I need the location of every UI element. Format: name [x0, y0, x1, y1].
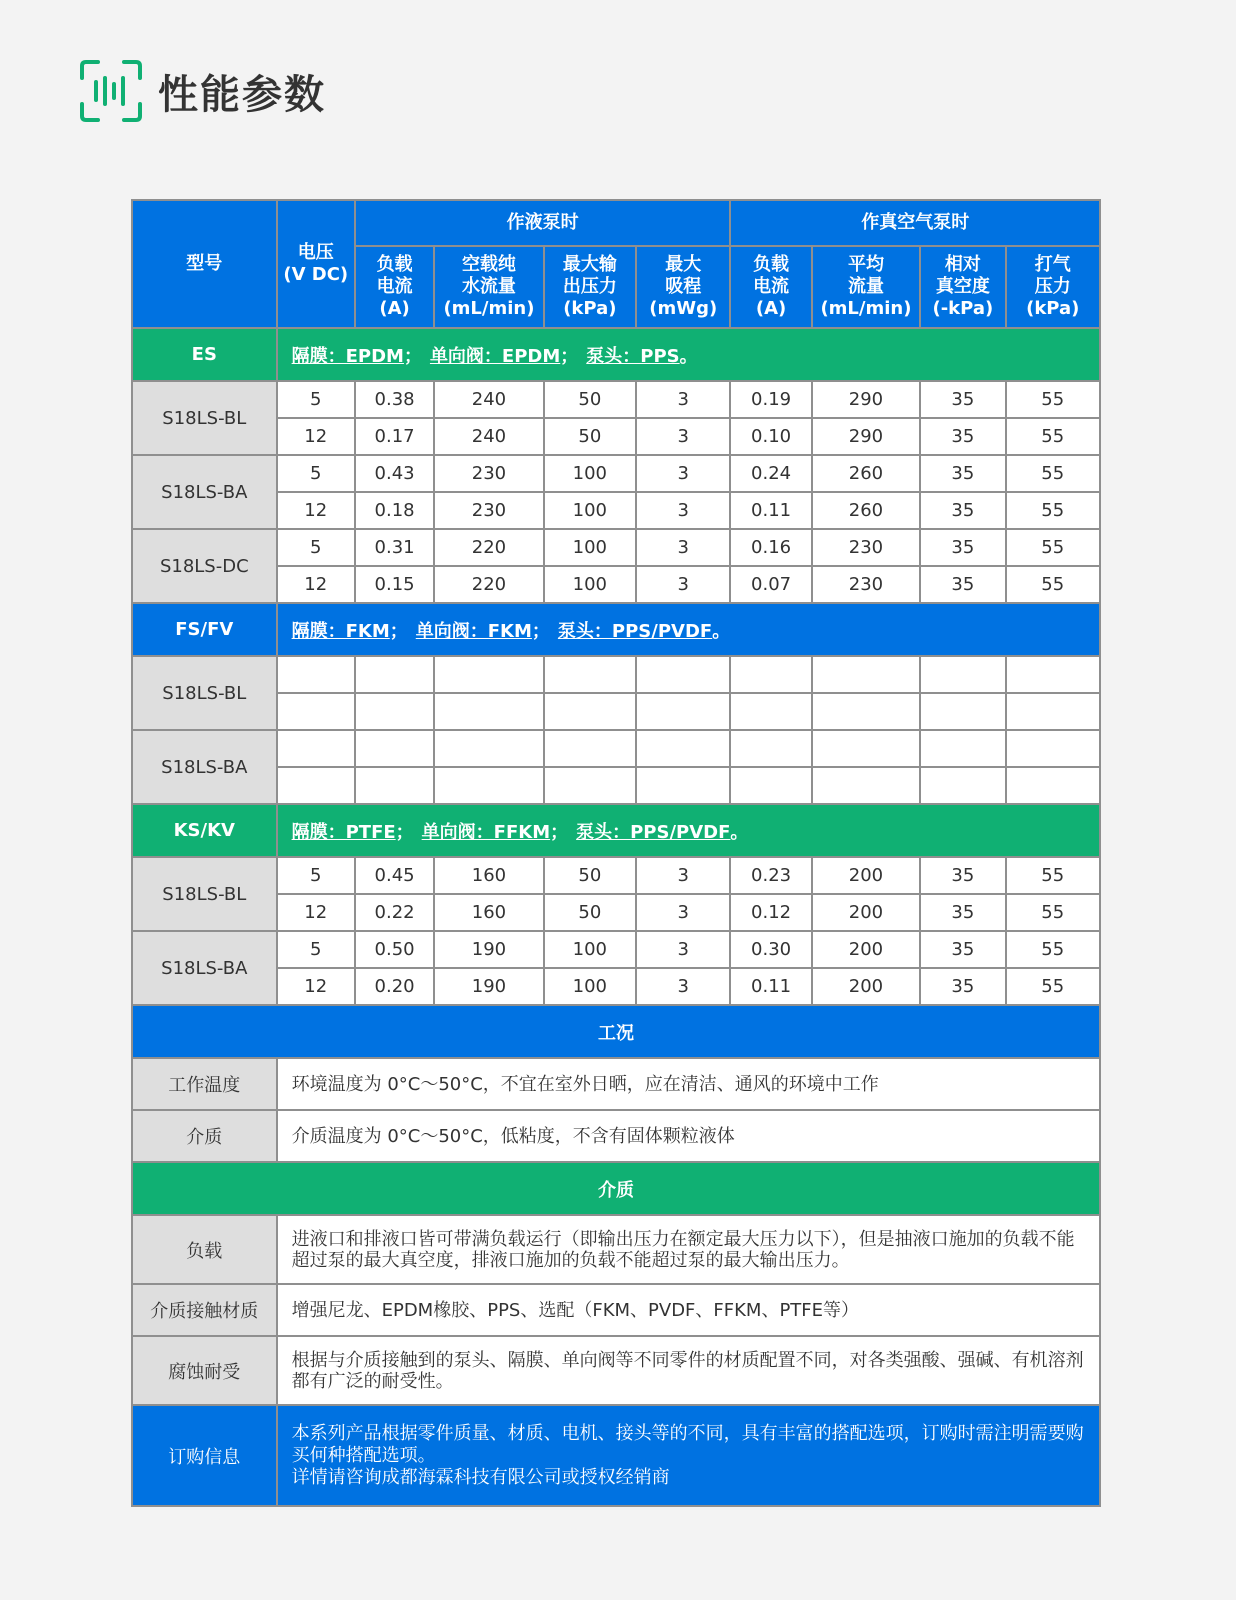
table-cell	[636, 656, 730, 693]
model-name: S18LS-BA	[132, 931, 277, 1005]
table-cell: 35	[920, 857, 1005, 894]
header-vacuum-col: 负载 电流 (A)	[730, 246, 811, 328]
table-cell: 12	[277, 566, 355, 603]
table-cell: 160	[434, 894, 543, 931]
table-cell: 35	[920, 894, 1005, 931]
table-cell: 100	[544, 529, 636, 566]
table-row	[132, 968, 1100, 1005]
header-vacuum-col: 打气 压力 (kPa)	[1006, 246, 1100, 328]
header-liquid-col: 负载 电流 (A)	[355, 246, 434, 328]
section-materials	[277, 804, 1100, 857]
section-row	[132, 804, 1100, 857]
table-row	[132, 566, 1100, 603]
table-cell: 0.22	[355, 894, 434, 931]
table-cell	[1006, 693, 1100, 730]
table-cell: 0.12	[730, 894, 811, 931]
table-row	[132, 529, 1100, 566]
order-label: 订购信息	[132, 1405, 277, 1506]
table-cell: 0.38	[355, 381, 434, 418]
table-cell: 12	[277, 968, 355, 1005]
table-cell	[636, 767, 730, 804]
table-cell: 12	[277, 418, 355, 455]
table-cell: 5	[277, 529, 355, 566]
table-cell	[355, 730, 434, 767]
model-name: S18LS-BA	[132, 730, 277, 804]
table-cell: 50	[544, 894, 636, 931]
table-cell: 55	[1006, 968, 1100, 1005]
table-cell: 55	[1006, 381, 1100, 418]
material-item: 隔膜：PTFE	[291, 821, 396, 843]
medium-text: 根据与介质接触到的泵头、隔膜、单向阀等不同零件的材质配置不同，对各类强酸、强碱、有机溶剂都有广泛的耐受性。	[277, 1336, 1100, 1405]
table-cell: 0.20	[355, 968, 434, 1005]
table-cell: 55	[1006, 455, 1100, 492]
table-cell: 35	[920, 931, 1005, 968]
medium-text: 增强尼龙、EPDM橡胶、PPS、选配（FKM、PVDF、FFKM、PTFE等）	[277, 1284, 1100, 1336]
table-cell: 12	[277, 894, 355, 931]
table-cell	[544, 767, 636, 804]
table-cell: 3	[636, 455, 730, 492]
condition-text: 环境温度为 0°C～50°C，不宜在室外日晒，应在清洁、通风的环境中工作	[277, 1058, 1100, 1110]
table-cell	[636, 730, 730, 767]
table-cell: 55	[1006, 492, 1100, 529]
header-liquid-col: 最大 吸程 (mWg)	[636, 246, 730, 328]
table-cell: 0.11	[730, 968, 811, 1005]
material-item: 泵头：PPS	[586, 345, 680, 367]
table-row	[132, 656, 1100, 693]
section-row	[132, 603, 1100, 656]
table-cell: 0.45	[355, 857, 434, 894]
table-cell: 240	[434, 418, 543, 455]
table-cell: 50	[544, 381, 636, 418]
table-row	[132, 857, 1100, 894]
performance-table	[131, 199, 1101, 1507]
table-cell: 0.18	[355, 492, 434, 529]
table-cell: 35	[920, 968, 1005, 1005]
table-cell	[1006, 730, 1100, 767]
model-name: S18LS-BL	[132, 656, 277, 730]
table-cell: 35	[920, 566, 1005, 603]
table-cell: 5	[277, 455, 355, 492]
table-cell	[277, 730, 355, 767]
conditions-title: 工况	[132, 1005, 1100, 1058]
table-cell	[920, 693, 1005, 730]
table-cell	[812, 693, 920, 730]
material-item: 泵头：PPS/PVDF	[576, 821, 731, 843]
table-cell	[812, 767, 920, 804]
material-sep: ；	[395, 821, 414, 843]
header-model: 型号	[132, 200, 277, 328]
table-row	[132, 418, 1100, 455]
table-cell: 100	[544, 931, 636, 968]
table-cell: 260	[812, 492, 920, 529]
table-cell: 35	[920, 529, 1005, 566]
material-item: 单向阀：FFKM	[421, 821, 551, 843]
table-cell: 0.31	[355, 529, 434, 566]
table-cell	[434, 656, 543, 693]
table-cell	[544, 656, 636, 693]
page-header	[78, 58, 326, 124]
table-cell: 3	[636, 418, 730, 455]
header-voltage: 电压 (V DC)	[277, 200, 355, 328]
table-row	[132, 730, 1100, 767]
barcode-scan-icon	[78, 58, 144, 124]
material-item: 单向阀：FKM	[415, 620, 532, 642]
table-cell: 3	[636, 381, 730, 418]
table-cell: 100	[544, 492, 636, 529]
table-cell: 35	[920, 492, 1005, 529]
table-cell: 3	[636, 529, 730, 566]
table-cell: 200	[812, 931, 920, 968]
table-cell: 100	[544, 566, 636, 603]
table-cell: 0.10	[730, 418, 811, 455]
table-cell	[730, 656, 811, 693]
table-cell: 55	[1006, 894, 1100, 931]
table-cell: 3	[636, 931, 730, 968]
table-cell: 230	[434, 492, 543, 529]
table-cell: 5	[277, 381, 355, 418]
header-liquid-col: 最大输 出压力 (kPa)	[544, 246, 636, 328]
table-cell: 50	[544, 418, 636, 455]
table-cell: 0.16	[730, 529, 811, 566]
table-cell: 35	[920, 381, 1005, 418]
table-row	[132, 455, 1100, 492]
header-vacuum-col: 相对 真空度 (-kPa)	[920, 246, 1005, 328]
table-cell: 230	[434, 455, 543, 492]
table-cell	[434, 730, 543, 767]
order-text: 本系列产品根据零件质量、材质、电机、接头等的不同，具有丰富的搭配选项，订购时需注明需要购买何种搭配选项。 详情请咨询成都海霖科技有限公司或授权经销商	[277, 1405, 1100, 1506]
table-cell: 230	[812, 529, 920, 566]
table-cell: 0.23	[730, 857, 811, 894]
table-cell: 50	[544, 857, 636, 894]
model-name: S18LS-BA	[132, 455, 277, 529]
material-item: 隔膜：EPDM	[291, 345, 404, 367]
table-cell: 55	[1006, 857, 1100, 894]
table-cell: 230	[812, 566, 920, 603]
table-cell: 190	[434, 968, 543, 1005]
medium-label: 腐蚀耐受	[132, 1336, 277, 1405]
model-name: S18LS-DC	[132, 529, 277, 603]
table-cell: 100	[544, 968, 636, 1005]
table-cell: 0.07	[730, 566, 811, 603]
table-cell: 0.24	[730, 455, 811, 492]
material-item: 单向阀：EPDM	[429, 345, 561, 367]
table-cell: 3	[636, 968, 730, 1005]
header-liquid-col: 空载纯 水流量 (mL/min)	[434, 246, 543, 328]
table-row	[132, 492, 1100, 529]
medium-text: 进液口和排液口皆可带满负载运行（即输出压力在额定最大压力以下），但是抽液口施加的负载不能超过泵的最大真空度，排液口施加的负载不能超过泵的最大输出压力。	[277, 1215, 1100, 1284]
table-cell: 55	[1006, 529, 1100, 566]
medium-label: 介质接触材质	[132, 1284, 277, 1336]
table-row	[132, 381, 1100, 418]
header-vacuum-group: 作真空气泵时	[730, 200, 1100, 246]
table-cell	[277, 767, 355, 804]
table-cell	[544, 693, 636, 730]
medium-label: 负载	[132, 1215, 277, 1284]
table-cell: 200	[812, 894, 920, 931]
table-cell: 200	[812, 968, 920, 1005]
table-cell: 240	[434, 381, 543, 418]
table-cell: 5	[277, 931, 355, 968]
table-cell	[1006, 656, 1100, 693]
table-row	[132, 931, 1100, 968]
table-cell: 5	[277, 857, 355, 894]
table-cell: 260	[812, 455, 920, 492]
table-cell: 3	[636, 857, 730, 894]
table-cell	[1006, 767, 1100, 804]
material-sep: ；	[560, 345, 579, 367]
header-vacuum-col: 平均 流量 (mL/min)	[812, 246, 920, 328]
table-cell	[434, 693, 543, 730]
table-cell: 3	[636, 894, 730, 931]
medium-title: 介质	[132, 1162, 1100, 1215]
condition-label: 工作温度	[132, 1058, 277, 1110]
material-sep: 。	[730, 821, 749, 843]
table-cell: 190	[434, 931, 543, 968]
table-cell	[920, 767, 1005, 804]
table-cell: 0.43	[355, 455, 434, 492]
table-cell	[277, 693, 355, 730]
material-item: 隔膜：FKM	[291, 620, 390, 642]
table-cell: 160	[434, 857, 543, 894]
table-cell	[355, 767, 434, 804]
model-name: S18LS-BL	[132, 381, 277, 455]
material-sep: 。	[712, 620, 731, 642]
table-cell: 0.30	[730, 931, 811, 968]
table-cell: 0.19	[730, 381, 811, 418]
material-sep: 。	[679, 345, 698, 367]
table-cell: 0.50	[355, 931, 434, 968]
table-cell	[434, 767, 543, 804]
section-label: ES	[132, 328, 277, 381]
table-cell: 100	[544, 455, 636, 492]
table-cell: 55	[1006, 566, 1100, 603]
table-cell: 220	[434, 529, 543, 566]
section-materials	[277, 328, 1100, 381]
table-cell	[920, 730, 1005, 767]
table-cell: 0.15	[355, 566, 434, 603]
table-cell	[544, 730, 636, 767]
table-row	[132, 894, 1100, 931]
table-cell: 3	[636, 566, 730, 603]
table-cell: 0.17	[355, 418, 434, 455]
table-cell: 0.11	[730, 492, 811, 529]
section-materials	[277, 603, 1100, 656]
table-cell: 220	[434, 566, 543, 603]
model-name: S18LS-BL	[132, 857, 277, 931]
table-cell: 35	[920, 418, 1005, 455]
table-cell	[730, 693, 811, 730]
table-row	[132, 693, 1100, 730]
table-cell	[355, 656, 434, 693]
table-cell	[812, 656, 920, 693]
table-cell: 200	[812, 857, 920, 894]
table-cell	[812, 730, 920, 767]
table-cell: 290	[812, 418, 920, 455]
material-sep: ；	[531, 620, 550, 642]
table-cell	[355, 693, 434, 730]
material-sep: ；	[550, 821, 569, 843]
table-cell	[277, 656, 355, 693]
condition-label: 介质	[132, 1110, 277, 1162]
table-cell	[730, 767, 811, 804]
material-item: 泵头：PPS/PVDF	[557, 620, 713, 642]
table-cell: 55	[1006, 418, 1100, 455]
section-row	[132, 328, 1100, 381]
table-row	[132, 767, 1100, 804]
material-sep: ；	[389, 620, 408, 642]
section-label: KS/KV	[132, 804, 277, 857]
table-cell: 55	[1006, 931, 1100, 968]
table-cell	[636, 693, 730, 730]
material-sep: ；	[403, 345, 422, 367]
table-cell: 3	[636, 492, 730, 529]
condition-text: 介质温度为 0°C～50°C，低粘度，不含有固体颗粒液体	[277, 1110, 1100, 1162]
table-cell: 290	[812, 381, 920, 418]
table-cell: 35	[920, 455, 1005, 492]
table-cell: 12	[277, 492, 355, 529]
header-liquid-group: 作液泵时	[355, 200, 731, 246]
section-label: FS/FV	[132, 603, 277, 656]
page-title: 性能参数	[158, 71, 326, 118]
table-cell	[920, 656, 1005, 693]
table-cell	[730, 730, 811, 767]
